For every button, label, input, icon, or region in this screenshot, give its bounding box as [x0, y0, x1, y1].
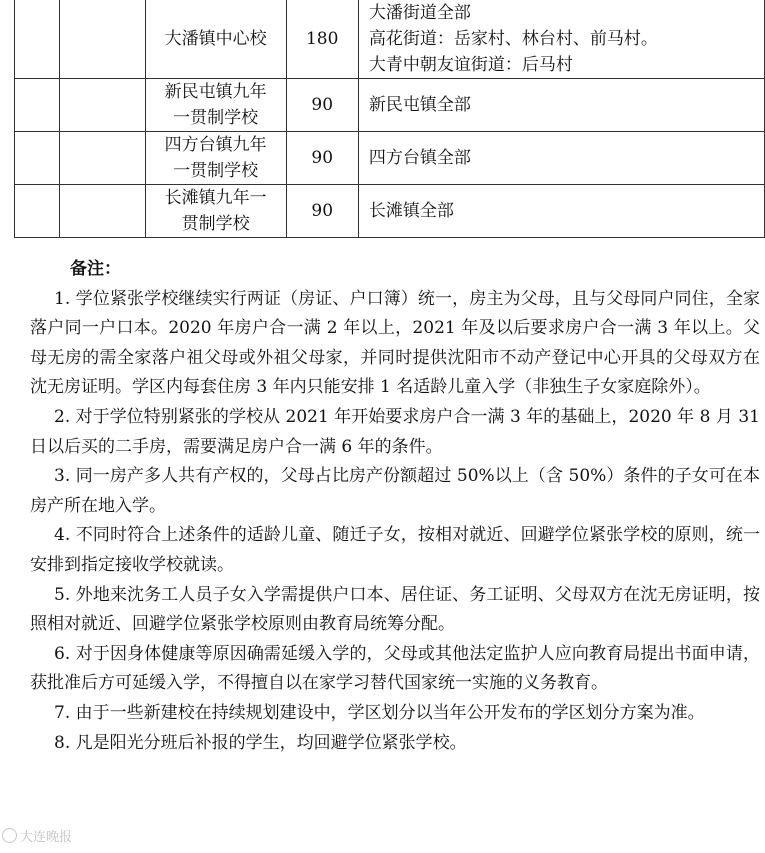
district-line: 高花街道：岳家村、林台村、前马村。 — [368, 29, 658, 49]
enrollment-count: 180 — [286, 0, 358, 79]
note-item-5: 5. 外地来沈务工人员子女入学需提供户口本、居住证、务工证明、父母双方在沈无房证明，按照相对就近、回避学位紧张学校原则由教育局统筹分配。 — [30, 584, 760, 635]
blank-cell — [15, 79, 60, 132]
table-row — [15, 185, 765, 238]
blank-cell — [60, 185, 146, 238]
district-line: 大潘街道全部 — [368, 3, 471, 23]
watermark — [2, 826, 72, 845]
blank-cell — [60, 0, 146, 79]
note-item-4: 4. 不同时符合上述条件的适龄儿童、随迁子女，按相对就近、回避学位紧张学校的原则，统一安排到指定接收学校就读。 — [30, 525, 760, 575]
notes-section — [30, 255, 760, 758]
school-name-line: 新民屯镇九年 — [164, 82, 267, 102]
watermark-text: 大连晚报 — [20, 830, 73, 845]
note-item-2: 2. 对于学位特别紧张的学校从 2021 年开始要求房户合一满 3 年的基础上，2020 年 8 月 31 日以后买的二手房，需要满足房户合一满 6 年的条件。 — [30, 406, 760, 457]
school-name-line: 一贯制学校 — [173, 161, 259, 181]
note-item-1: 1. 学位紧张学校继续实行两证（房证、户口簿）统一，房主为父母，且与父母同户同住，全家落户同一户口本。2020 年房户合一满 2 年以上，2021 年及以后要求房户合一满 3 年以上。父母无房的需全家落户祖父母或外祖父母家，并同时提供沈阳市不动产登记中心开具的父母双方在沈无房证明。学区内每套住房 3 年内只能安排 1 名适龄儿童入学（非独生子女家庭除外）。 — [30, 288, 760, 398]
district-line: 长滩镇全部 — [368, 201, 454, 221]
table-row — [15, 132, 765, 185]
blank-cell — [15, 185, 60, 238]
blank-cell — [60, 132, 146, 185]
school-name-line: 贯制学校 — [181, 214, 250, 234]
enrollment-count: 90 — [286, 185, 358, 238]
district-cell — [358, 79, 764, 132]
note-item-6: 6. 对于因身体健康等原因确需延缓入学的，父母或其他法定监护人应向教育局提出书面申请，获批准后方可延缓入学，不得擅自以在家学习替代国家统一实施的义务教育。 — [30, 643, 760, 694]
district-cell — [358, 0, 764, 79]
school-name-cell — [145, 132, 286, 185]
school-name: 大潘镇中心校 — [164, 29, 267, 49]
table-row — [15, 0, 765, 79]
school-name-line: 一贯制学校 — [173, 108, 259, 128]
enrollment-count: 90 — [286, 132, 358, 185]
blank-cell — [15, 0, 60, 79]
blank-cell — [60, 79, 146, 132]
district-cell — [358, 185, 764, 238]
note-item-7: 7. 由于一些新建校在持续规划建设中，学区划分以当年公开发布的学区划分方案为准。 — [54, 702, 705, 723]
notes-title: 备注： — [70, 259, 121, 279]
school-quota-table — [14, 0, 765, 238]
district-cell — [358, 132, 764, 185]
district-line: 大青中朝友谊街道：后马村 — [368, 55, 573, 75]
school-name-line: 四方台镇九年 — [164, 135, 267, 155]
note-item-3: 3. 同一房产多人共有产权的，父母占比房产份额超过 50%以上（含 50%）条件的子女可在本房产所在地入学。 — [30, 466, 760, 516]
watermark-logo-icon — [2, 828, 17, 843]
district-line: 新民屯镇全部 — [368, 95, 471, 115]
school-name-cell — [145, 79, 286, 132]
school-name-line: 长滩镇九年一 — [164, 188, 267, 208]
table-row — [15, 79, 765, 132]
school-name-cell — [145, 0, 286, 79]
school-name-cell — [145, 185, 286, 238]
enrollment-count: 90 — [286, 79, 358, 132]
district-line: 四方台镇全部 — [368, 148, 471, 168]
note-item-8: 8. 凡是阳光分班后补报的学生，均回避学位紧张学校。 — [54, 732, 467, 753]
blank-cell — [15, 132, 60, 185]
